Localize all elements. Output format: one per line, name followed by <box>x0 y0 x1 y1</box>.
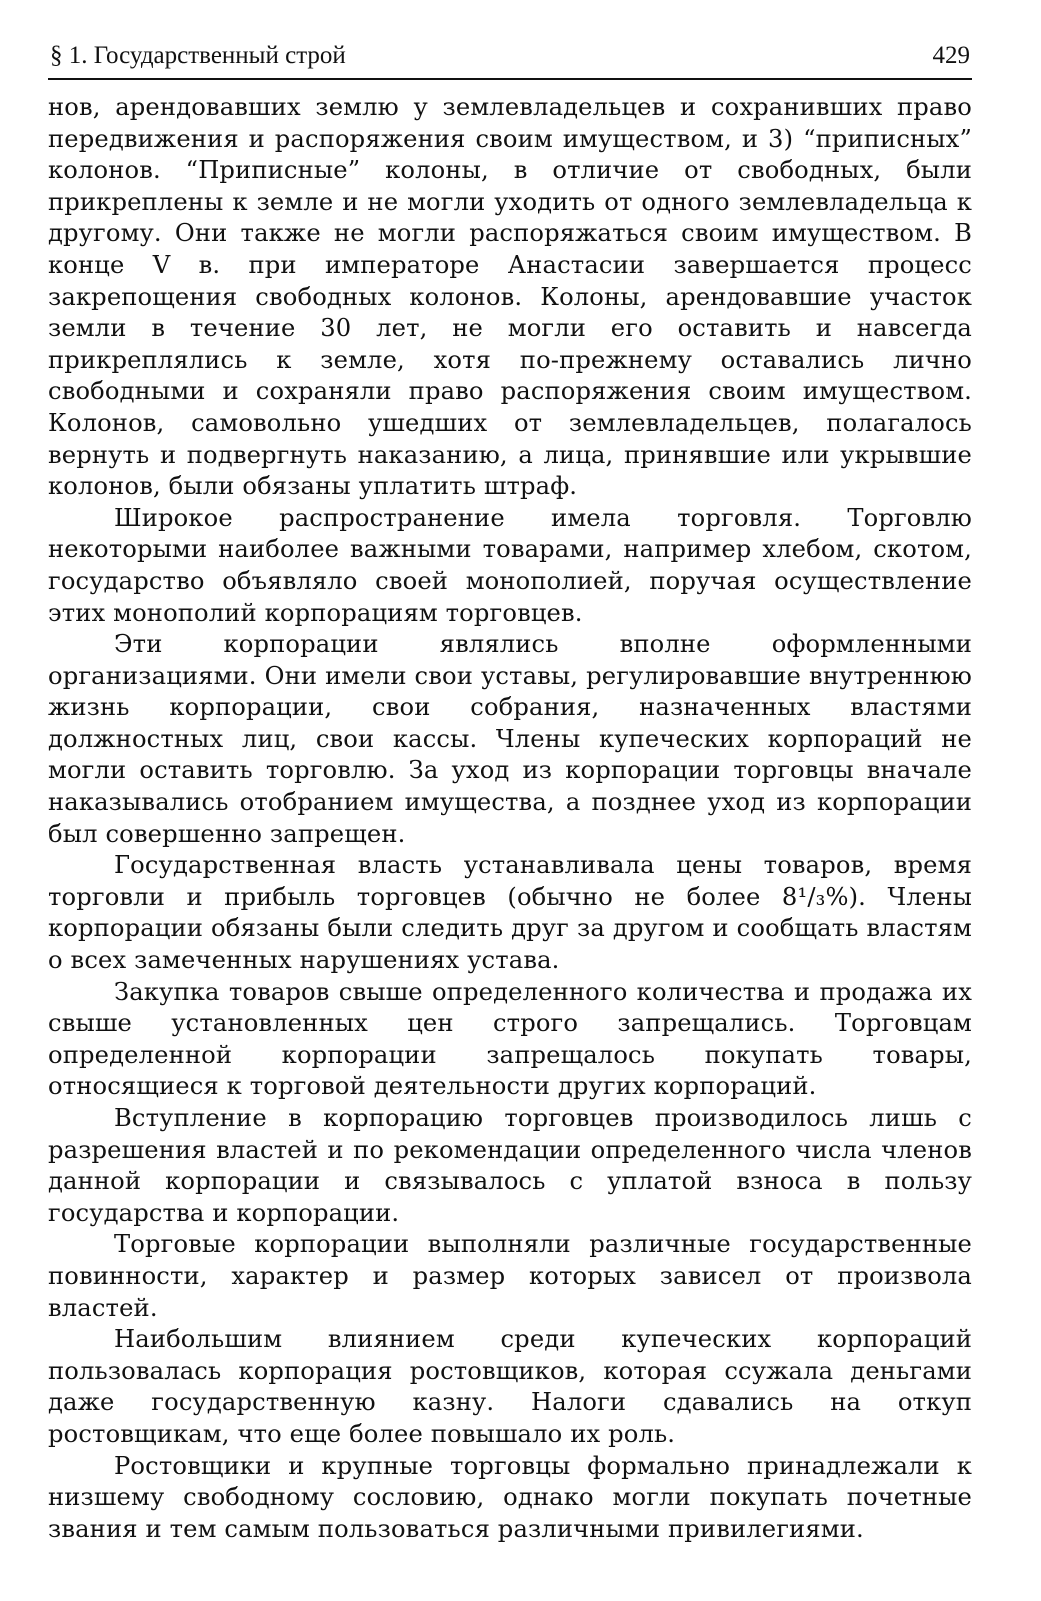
section-title: § 1. Государственный строй <box>50 42 346 69</box>
paragraph: Закупка товаров свыше определенного количества и продажа их свыше установленных цен строго запрещались. Торговцам определенной корпорации запрещалось покупать товары, относящиеся к торговой деятельности других корпораций. <box>48 977 972 1101</box>
page-number: 429 <box>932 42 970 69</box>
paragraph: Широкое распространение имела торговля. Торговлю некоторыми наиболее важными товарами, например хлебом, скотом, государство объявляло своей монополией, поручая осуществление этих монополий корпорациям торговцев. <box>48 503 972 627</box>
paragraph-continuation: нов, арендовавших землю у землевладельцев и сохранивших право передвижения и распоряжения своим имуществом, и 3) “приписных” колонов. “Приписные” колоны, в отличие от свободных, были прикреплены к земле и не могли уходить от одного землевладельца к другому. Они также не могли распоряжаться своим имуществом. В конце V в. при императоре Анастасии завершается процесс закрепощения свободных колонов. Колоны, арендовавшие участок земли в течение 30 лет, не могли его оставить и навсегда прикреплялись к земле, хотя по-прежнему оставались лично свободными и сохраняли право распоряжения своим имуществом. Колонов, самовольно ушедших от землевладельцев, полагалось вернуть и подвергнуть наказанию, а лица, принявшие или укрывшие колонов, были обязаны уплатить штраф. <box>48 93 972 501</box>
paragraph: Вступление в корпорацию торговцев производилось лишь с разрешения властей и по рекомендации определенного числа членов данной корпорации и связывалось с уплатой взноса в пользу государства и корпорации. <box>48 1104 972 1227</box>
paragraph: Ростовщики и крупные торговцы формально принадлежали к низшему свободному сословию, однако могли покупать почетные звания и тем самым пользоваться различными привилегиями. <box>48 1451 972 1543</box>
body-text <box>48 92 972 1545</box>
running-header <box>48 40 972 80</box>
paragraph: Государственная власть устанавливала цены товаров, время торговли и прибыль торговцев (обычно не более 8¹/₃%). Члены корпорации обязаны были следить друг за другом и сообщать властям о всех замеченных нарушениях устава. <box>48 851 972 975</box>
paragraph: Торговые корпорации выполняли различные государственные повинности, характер и размер которых зависел от произвола властей. <box>48 1230 972 1322</box>
book-page <box>48 40 972 1545</box>
paragraph: Эти корпорации являлись вполне оформленными организациями. Они имели свои уставы, регулировавшие внутреннюю жизнь корпорации, свои собрания, назначенных властями должностных лиц, свои кассы. Члены купеческих корпораций не могли оставить торговлю. За уход из корпорации торговцы вначале наказывались отобранием имущества, а позднее уход из корпорации был совершенно запрещен. <box>48 630 972 848</box>
paragraph: Наибольшим влиянием среди купеческих корпораций пользовалась корпорация ростовщиков, которая ссужала деньгами даже государственную казну. Налоги сдавались на откуп ростовщикам, что еще более повышало их роль. <box>48 1325 972 1448</box>
